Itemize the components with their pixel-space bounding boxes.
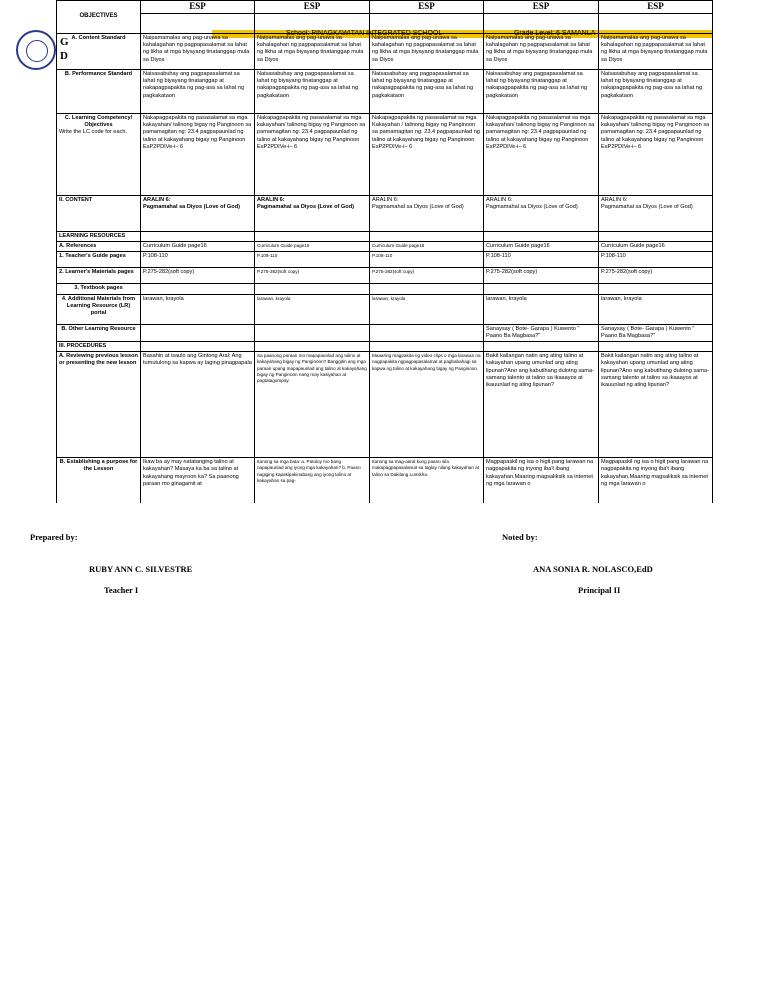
table-cell: Naipamamalas ang pag-unawa sa kahalagahan ng pagpapasalamat sa lahat ng likha at mga biyayang tinatanggap mula sa Diyos: [141, 34, 255, 70]
table-cell: Nakapagpapakita ng pasasalamat sa mga kakayahan/ talinong bigay ng Panginoon sa pamamagitan ng: 23.4 pagpapaunlad ng talino at kakayahang bigay ng Panginoon EsP2PDIVe-i– 6: [599, 114, 713, 196]
table-cell: P.108-110: [599, 252, 713, 268]
learners-materials-row: [57, 268, 713, 284]
column-header: ESP: [370, 1, 484, 14]
row-label: 4. Additional Materials from Learning Resource (LR) portal: [57, 294, 141, 324]
row-label: A. Reviewing previous lesson or presenting the new lesson: [57, 352, 141, 458]
table-cell: P.108-110: [484, 252, 599, 268]
row-label: 1. Teacher's Guide pages: [57, 252, 141, 268]
column-header-row: [57, 1, 713, 14]
learning-resources-row: [57, 232, 713, 242]
table-cell: Itanong sa mga bata: a. Patuloy mo bang napapaunlad ang iyong mga kakayahan? b. Paano nagiging kapakipakinabang ang iyong talino at kakayahan sa pag-: [255, 458, 370, 508]
table-cell: P.108-110: [255, 252, 370, 268]
prepared-by-label: Prepared by:: [30, 532, 78, 542]
grade-value: 6 SAMANLA: [556, 30, 596, 37]
table-cell: P.275-282(soft copy): [484, 268, 599, 284]
establishing-row: [57, 458, 713, 508]
row-label: 3. Textbook pages: [57, 284, 141, 294]
table-cell: [255, 196, 370, 232]
school-label: School:: [286, 30, 310, 37]
table-cell: Bakit kailangan natin ang ating talino at kakayahan upang umunlad ang ating lipunan?Ano ang kabutihang dulotng sama-samang talento at talino sa ikaaayos at ikauunlad ng ating lipunan?: [599, 352, 713, 458]
header-letter-d: D: [60, 50, 68, 62]
column-header: ESP: [141, 1, 255, 14]
table-cell: Maaaring magpakita ng video clips o mga larawan na nagpapakita ngpagpapasalamat at pagbabahagi sa kapwa ng talino at kakayahang bigay ng Panginoon.: [370, 352, 484, 458]
header-letter-g: G: [60, 36, 69, 48]
additional-materials-row: [57, 294, 713, 324]
table-cell: Sa paanong paraan mo mapapaunlad ang talino at kakayahang bigay ng Panginoon? Banggitin ang mga paraan upang mapapaunlad ang talino at kakayahang bigay ng Panginoon nang may kasiyahan at pagtatagumpay.: [255, 352, 370, 458]
row-label: B. Performance Standard: [57, 70, 141, 114]
table-cell: Curriculum Guide page16: [255, 242, 370, 252]
table-cell: larawan, krayola: [599, 294, 713, 324]
table-cell: Nakapagpapakita ng pasasalamat sa mga kakayahan/ talinong bigay ng Panginoon sa pamamagitan ng: 23.4 pagpapaunlad ng talino at kakayahang bigay ng Panginoon EsP2PDIVe-i– 6: [484, 114, 599, 196]
aralin-title: Pagmamahal sa Diyos (Love of God): [486, 204, 578, 211]
row-label: [57, 114, 141, 196]
principal-title: Principal II: [578, 585, 621, 595]
content-row: [57, 196, 713, 232]
grade-label: Grade Level:: [513, 30, 555, 37]
aralin-label: ARALIN 6:: [143, 197, 171, 203]
aralin-label: ARALIN 6:: [257, 197, 285, 203]
table-cell: Sanaysay ( Bote- Garapa ) Kuwento " Paano Ba Magbasa?": [599, 324, 713, 341]
table-cell: Ikaw ba ay may natatanging talino at kakayahan? Masaya ka ba sa talino at kakayahang mayroon ka? Sa paanong paraan mo ginagamit at: [141, 458, 255, 508]
competency-label: C. Learning Competency/ Objectives: [64, 115, 133, 129]
table-cell: [141, 324, 255, 341]
table-cell: Naipamamalas ang pag-unawa sa kahalagahan ng pagpapasalamat sa lahat ng likha at mga biyayang tinatanggap mula sa Diyos: [599, 34, 713, 70]
table-cell: Curriculum Guide page16: [141, 242, 255, 252]
content-standard-row: [57, 34, 713, 70]
school-value: PINAGKAWITAN INTEGRATED SCHOOL: [311, 30, 442, 37]
table-cell: larawan, krayola: [255, 294, 370, 324]
table-cell: Nakapagpapakita ng pasasalamat sa mga Kakayahan / talinong bigay ng Panginoon sa pamamagitan ng: 23.4 pagpapaunlad ng talino at kakayahang bigay ng Panginoon EsP2PDIVe-i– 6: [370, 114, 484, 196]
table-cell: Magpapaskil ng isa o higit pang larawan na nagpapakita ng inyong iba't ibang kakayahan.Maaring magsaliksik sa internet ng mga larawan o: [599, 458, 713, 508]
table-cell: Naipamamalas ang pag-unawa sa kahalagahan ng pagpapasalamat sa lahat ng likha at mga biyayang tinatanggap mula sa Diyos: [484, 34, 599, 70]
table-cell: larawan, krayola: [484, 294, 599, 324]
table-cell: Naisasabuhay ang pagpapasalamat sa lahat ng biyayang tinatanggap at nakapagpapakita ng pag-asa sa lahat ng pagkakataon: [141, 70, 255, 114]
noted-by-label: Noted by:: [502, 532, 538, 542]
teacher-title: Teacher I: [104, 585, 139, 595]
teachers-guide-row: [57, 252, 713, 268]
table-cell: Naipamamalas ang pag-unawa sa kahalagahan ng pagpapasalamat sa lahat ng likha at mga biyayang tinatanggap mula sa Diyos: [255, 34, 370, 70]
aralin-title: Pagmamahal sa Diyos (Love of God): [601, 204, 693, 211]
table-cell: P.275-282(soft copy): [599, 268, 713, 284]
references-row: [57, 242, 713, 252]
row-label: A. References: [57, 242, 141, 252]
other-resources-row: [57, 324, 713, 341]
table-cell: P.108-110: [370, 252, 484, 268]
table-cell: [255, 324, 370, 341]
aralin-label: ARALIN 6:: [372, 197, 399, 203]
table-cell: [141, 196, 255, 232]
table-cell: Naipamamalas ang pag-unawa sa kahalagahan ng pagpapasalamat sa lahat ng likha at mga biyayang tinatanggap mula sa Diyos: [370, 34, 484, 70]
row-label: 2. Learner's Materials pages: [57, 268, 141, 284]
row-label: II. CONTENT: [57, 196, 141, 232]
table-cell: Curriculum Guide page16: [599, 242, 713, 252]
table-cell: Curriculum Guide page16: [484, 242, 599, 252]
page-cutoff: [56, 503, 714, 523]
table-cell: [599, 196, 713, 232]
table-cell: Bakit kailangan natin ang ating talino at kakayahan upang umunlad ang ating lipunan?Ano ang kabutihang dulotng sama-samang talento at talino sa ikaaayos at ikauunlad ng ating lipunan?: [484, 352, 599, 458]
row-label: B. Other Learning Resource: [57, 324, 141, 341]
table-cell: P.108-110: [141, 252, 255, 268]
table-cell: Naisasabuhay ang pagpapasalamat sa lahat ng biyayang tinatanggap at nakapagpapakita ng pag-asa sa lahat ng pagkakataon: [599, 70, 713, 114]
table-cell: Curriculum Guide page16: [370, 242, 484, 252]
header-spacer-row: [57, 14, 713, 34]
procedures-row: [57, 342, 713, 352]
table-cell: Basahin at isaulo ang Gintong Aral: Ang tumutulong sa kapwa ay laging pinagpapala: [141, 352, 255, 458]
table-cell: Naisasabuhay ang pagpapasalamat sa lahat ng biyayang tinatanggap at nakapagpapakita ng pag-asa sa lahat ng pagkakataon: [370, 70, 484, 114]
reviewing-row: [57, 352, 713, 458]
table-cell: larawan, krayola: [141, 294, 255, 324]
deped-seal-logo: [16, 30, 56, 70]
table-cell: Magpapaskil ng isa o higit pang larawan na nagpapakita ng inyong iba't ibang kakayahan.Maaring magsaliksik sa internet ng mga larawan o: [484, 458, 599, 508]
row-label: III. PROCEDURES: [57, 342, 141, 352]
aralin-label: ARALIN 6:: [601, 197, 628, 203]
table-cell: Naisasabuhay ang pagpapasalamat sa lahat ng biyayang tinatanggap at nakapagpapakita ng pag-asa sa lahat ng pagkakataon: [255, 70, 370, 114]
performance-standard-row: [57, 70, 713, 114]
column-header: ESP: [255, 1, 370, 14]
table-cell: [370, 196, 484, 232]
table-cell: P.275-282(soft copy): [370, 268, 484, 284]
teacher-name: RUBY ANN C. SILVESTRE: [89, 564, 193, 574]
column-header: ESP: [484, 1, 599, 14]
row-label: B. Establishing a purpose for the Lesson: [57, 458, 141, 508]
aralin-title: Pagmamahal sa Diyos (Love of God): [372, 204, 464, 211]
table-cell: Sanaysay ( Bote- Garapa ) Kuwento " Paano Ba Magbasa?": [484, 324, 599, 341]
table-cell: P.275-282(soft copy): [255, 268, 370, 284]
principal-name: ANA SONIA R. NOLASCO,EdD: [533, 564, 653, 574]
competency-row: [57, 114, 713, 196]
daily-lesson-log-table: [56, 0, 713, 508]
column-header: ESP: [599, 1, 713, 14]
table-cell: Nakapagpapakita ng pasasalamat sa mga kakayahan/ talinong bigay ng Panginoon sa pamamagitan ng: 23.4 pagpapaunlad ng talino at kakayahang bigay ng Panginoon EsP2PDIVe-i– 6: [255, 114, 370, 196]
table-cell: larawan, krayola: [370, 294, 484, 324]
row-label: A. Content Standard: [57, 34, 141, 70]
table-cell: [484, 196, 599, 232]
row-label: LEARNING RESOURCES: [57, 232, 141, 242]
table-cell: Naisasabuhay ang pagpapasalamat sa lahat ng biyayang tinatanggap at nakapagpapakita ng pag-asa sa lahat ng pagkakataon: [484, 70, 599, 114]
table-cell: P.275-282(soft copy): [141, 268, 255, 284]
objectives-label: OBJECTIVES: [57, 1, 141, 34]
table-cell: Itanong sa mag-aaral kung paano sila makapagpapasalamat sa taglay nilang kakayahan at talino sa Dakilang Lumikha.: [370, 458, 484, 508]
aralin-title: Pagmamahal sa Diyos (Love of God): [257, 204, 354, 211]
table-cell: Nakapagpapakita ng pasasalamat sa mga kakayahan/ talinong bigay ng Panginoon sa pamamagitan ng: 23.4 pagpapaunlad ng talino at kakayahang bigay ng Panginoon EsP2PDIVe-i– 6: [141, 114, 255, 196]
competency-sublabel: Write the LC code for each.: [59, 129, 127, 136]
aralin-label: ARALIN 6:: [486, 197, 513, 203]
textbook-row: [57, 284, 713, 294]
aralin-title: Pagmamahal sa Diyos (Love of God): [143, 204, 240, 211]
table-cell: [370, 324, 484, 341]
